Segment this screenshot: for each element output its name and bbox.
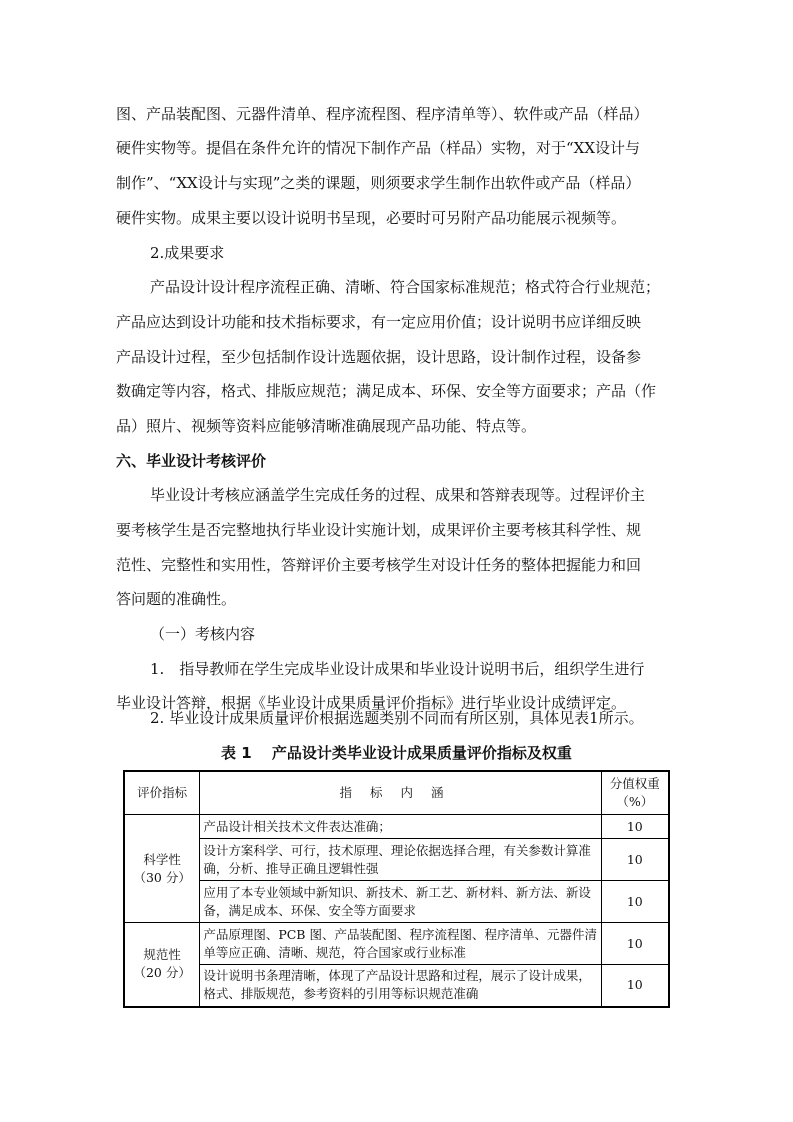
body-text-line: 品）照片、视频等资料应能够清晰准确展现产品功能、特点等。: [116, 417, 537, 435]
content-cell: 设计方案科学、可行，技术原理、理论依据选择合理，有关参数计算准确，分析、推导正确且逻辑性强: [200, 839, 601, 881]
table-row: [124, 923, 669, 965]
body-text-line: 图、产品装配图、元器件清单、程序流程图、程序清单等）、软件或产品（样品）: [116, 105, 649, 123]
body-text-line: 硬件实物等。提倡在条件允许的情况下制作产品（样品）实物，对于“XX设计与: [116, 139, 641, 157]
score-cell: 10: [601, 923, 669, 965]
content-cell: 应用了本专业领域中新知识、新技术、新工艺、新材料、新方法、新设备，满足成本、环保、安全等方面要求: [200, 881, 601, 923]
body-text-line: 答问题的准确性。: [116, 590, 237, 608]
group-cell-standard: [124, 923, 200, 1007]
body-text-line: 产品设计过程，至少包括制作设计选题依据，设计思路，设计制作过程，设备参: [116, 348, 642, 366]
body-text-line: 产品设计设计程序流程正确、清晰、符合国家标准规范；格式符合行业规范；: [150, 278, 661, 296]
body-text-line: 2. 毕业设计成果质量评价根据选题类别不同而有所区别，具体见表1所示。: [150, 709, 644, 727]
group-points: （20 分）: [133, 965, 191, 981]
body-text-line: 1. 指导教师在学生完成毕业设计成果和毕业设计说明书后，组织学生进行: [150, 660, 645, 678]
table-row: [124, 815, 669, 839]
group-name: 规范性: [143, 947, 181, 963]
score-cell: 10: [601, 881, 669, 923]
header-score-label: 分值权重: [609, 776, 660, 791]
header-score: [601, 771, 669, 815]
content-cell: 设计说明书条理清晰，体现了产品设计思路和过程，展示了设计成果，格式、排版规范，参考资料的引用等标识规范准确: [200, 965, 601, 1007]
body-text-line: 毕业设计答辩，根据《毕业设计成果质量评价指标》进行毕业设计成绩评定。: [116, 694, 627, 712]
body-text-line: 数确定等内容，格式、排版应规范；满足成本、环保、安全等方面要求；产品（作: [116, 382, 657, 400]
table-row: [124, 839, 669, 881]
section-heading-6: 六、毕业设计考核评价: [116, 452, 267, 470]
table-row: [124, 965, 669, 1007]
header-score-unit: （%）: [616, 794, 654, 809]
body-text-line: 毕业设计考核应涵盖学生完成任务的过程、成果和答辩表现等。过程评价主: [150, 486, 646, 504]
group-cell-science: [124, 815, 200, 923]
body-text-line: 范性、完整性和实用性，答辩评价主要考核学生对设计任务的整体把握能力和回: [116, 556, 642, 574]
content-cell: 产品设计相关技术文件表达准确；: [200, 815, 601, 839]
sub-heading-assessment-content: （一）考核内容: [150, 625, 256, 643]
body-text-line: 制作”、“XX设计与实现”之类的课题，则须要求学生制作出软件或产品（样品）: [116, 174, 641, 192]
evaluation-table: [123, 770, 670, 1008]
body-text-line: 产品应达到设计功能和技术指标要求，有一定应用价值；设计说明书应详细反映: [116, 313, 642, 331]
sub-heading-results-requirements: 2.成果要求: [150, 244, 225, 262]
header-content: 指标内涵: [200, 771, 601, 815]
table-caption: 表 1 产品设计类毕业设计成果质量评价指标及权重: [221, 744, 572, 762]
score-cell: 10: [601, 815, 669, 839]
header-indicator: 评价指标: [124, 771, 200, 815]
score-cell: 10: [601, 839, 669, 881]
group-name: 科学性: [143, 851, 181, 867]
score-cell: 10: [601, 965, 669, 1007]
table-row: [124, 881, 669, 923]
body-text-line: 要考核学生是否完整地执行毕业设计实施计划，成果评价主要考核其科学性、规: [116, 521, 642, 539]
content-cell: 产品原理图、PCB 图、产品装配图、程序流程图、程序清单、元器件清单等应正确、清晰、规范，符合国家或行业标准: [200, 923, 601, 965]
body-text-line: 硬件实物。成果主要以设计说明书呈现，必要时可另附产品功能展示视频等。: [116, 209, 627, 227]
table-header-row: [124, 771, 669, 815]
group-points: （30 分）: [133, 869, 191, 885]
